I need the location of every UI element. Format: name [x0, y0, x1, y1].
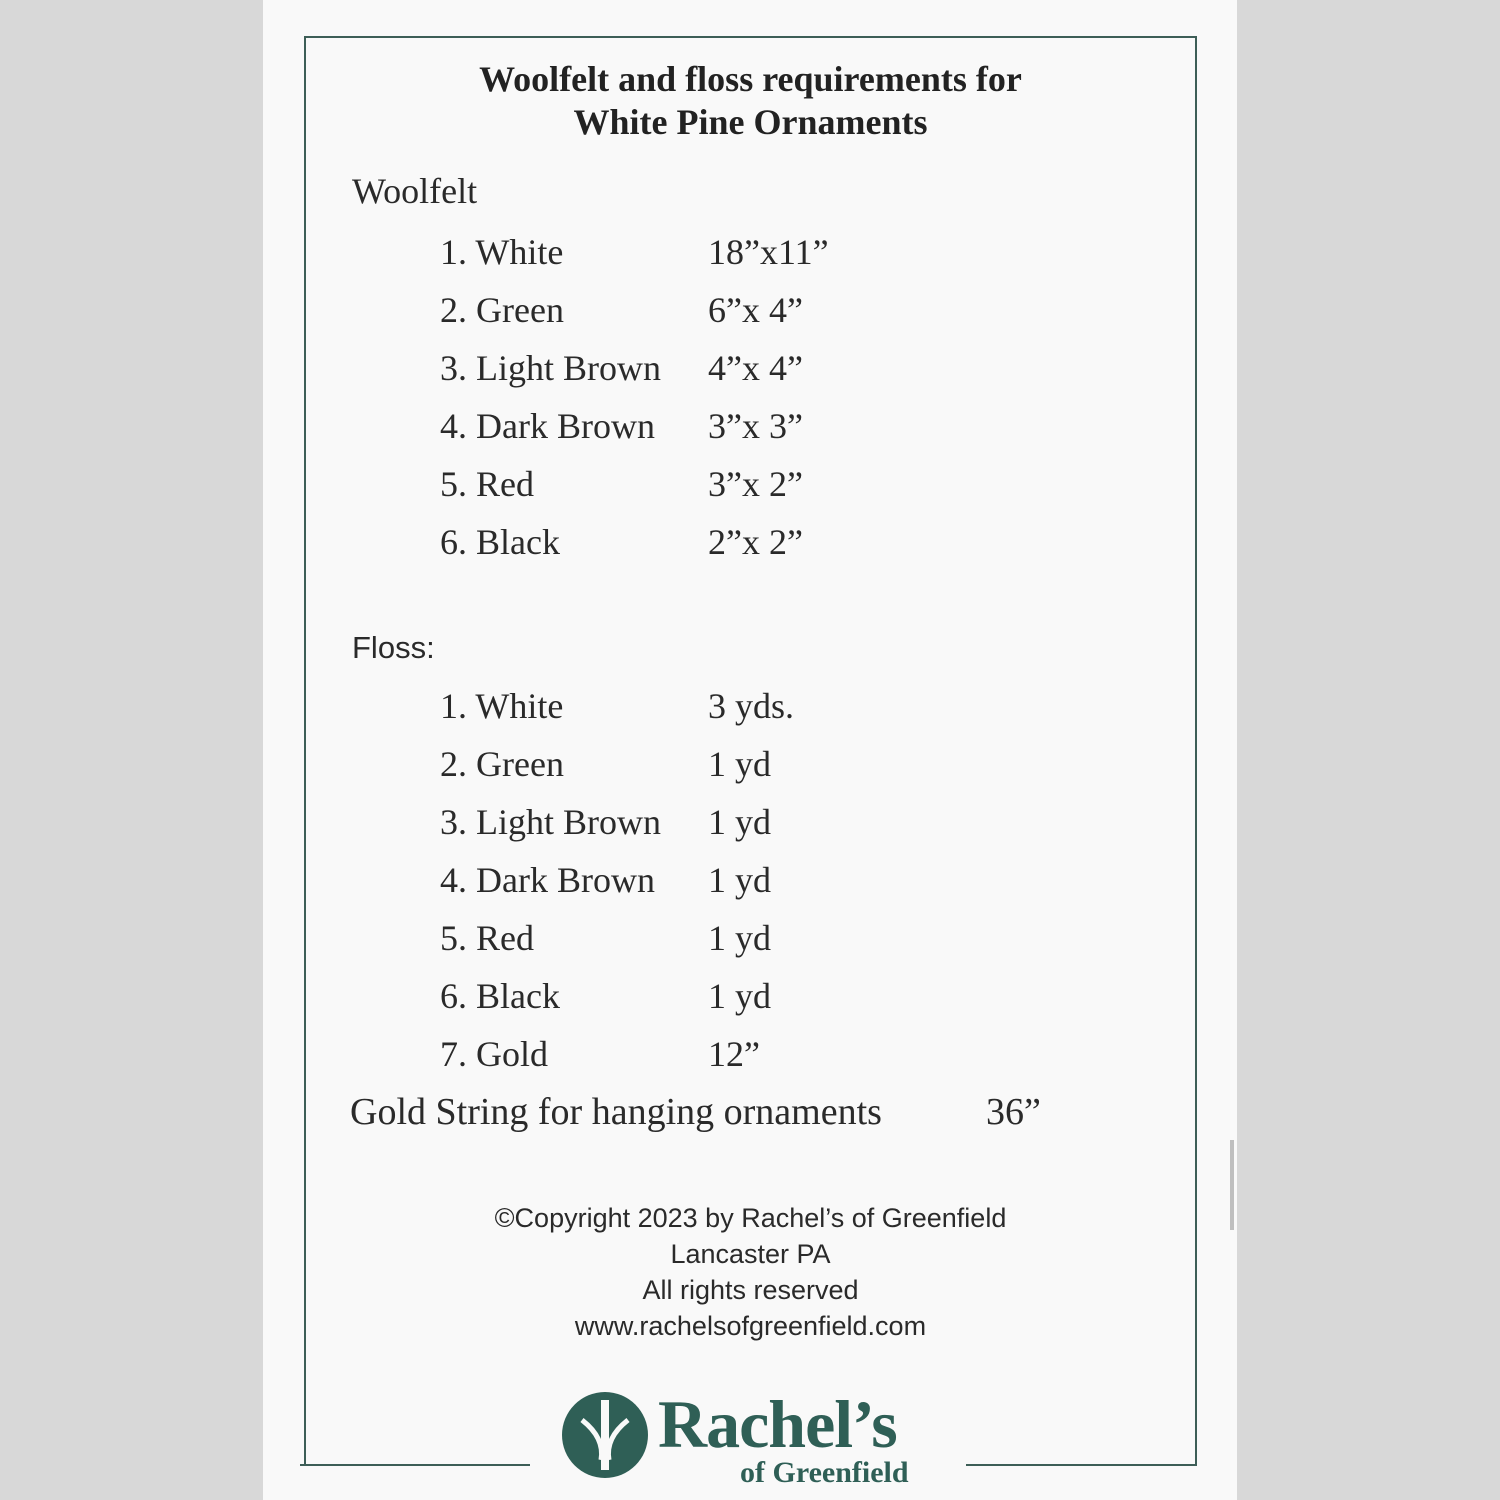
woolfelt-heading: Woolfelt: [352, 171, 478, 211]
woolfelt-item-amount: 3”x 2”: [708, 464, 803, 504]
gold-string-line: [350, 1090, 1041, 1134]
floss-item-name: 3. Light Brown: [440, 802, 661, 842]
brand-logo: [560, 1388, 940, 1498]
gold-string-label: Gold String for hanging ornaments: [350, 1091, 882, 1133]
woolfelt-item-name: 4. Dark Brown: [440, 406, 655, 446]
floss-item-amount: 1 yd: [708, 860, 771, 900]
woolfelt-item-amount: 4”x 4”: [708, 348, 803, 388]
rights-line: All rights reserved: [642, 1275, 859, 1305]
floss-item-name: 2. Green: [440, 744, 564, 784]
staple-edge: [1230, 1140, 1234, 1230]
floss-item-amount: 1 yd: [708, 744, 771, 784]
page-title: [304, 58, 1197, 144]
floss-item-amount: 12”: [708, 1034, 760, 1074]
floss-item-name: 5. Red: [440, 918, 534, 958]
floss-item-amount: 1 yd: [708, 802, 771, 842]
woolfelt-item-name: 5. Red: [440, 464, 534, 504]
page-border-bottom-right: [966, 1464, 1197, 1466]
woolfelt-item-amount: 18”x11”: [708, 232, 829, 272]
page-border-bottom-left: [300, 1464, 530, 1466]
location-line: Lancaster PA: [670, 1239, 831, 1269]
title-line-2: White Pine Ornaments: [573, 102, 928, 142]
woolfelt-item-amount: 6”x 4”: [708, 290, 803, 330]
copyright-line: ©Copyright 2023 by Rachel’s of Greenfield: [494, 1203, 1007, 1233]
floss-heading: Floss:: [352, 630, 435, 665]
floss-item-name: 7. Gold: [440, 1034, 548, 1074]
woolfelt-item-amount: 2”x 2”: [708, 522, 803, 562]
floss-item-amount: 1 yd: [708, 976, 771, 1016]
brand-name: Rachel’s: [658, 1386, 897, 1462]
floss-item-amount: 1 yd: [708, 918, 771, 958]
woolfelt-item-name: 6. Black: [440, 522, 560, 562]
woolfelt-item-name: 2. Green: [440, 290, 564, 330]
woolfelt-item-amount: 3”x 3”: [708, 406, 803, 446]
copyright-block: [304, 1200, 1197, 1344]
floss-item-name: 4. Dark Brown: [440, 860, 655, 900]
floss-item-amount: 3 yds.: [708, 686, 795, 726]
brand-subtitle: of Greenfield: [740, 1456, 909, 1489]
floss-item-name: 1. White: [440, 686, 564, 726]
woolfelt-item-name: 3. Light Brown: [440, 348, 661, 388]
website-link[interactable]: www.rachelsofgreenfield.com: [574, 1311, 927, 1341]
title-line-1: Woolfelt and floss requirements for: [479, 59, 1022, 99]
woolfelt-item-name: 1. White: [440, 232, 564, 272]
floss-item-name: 6. Black: [440, 976, 560, 1016]
spool-logo-icon: [560, 1390, 650, 1480]
gold-string-amount: 36”: [986, 1091, 1041, 1133]
